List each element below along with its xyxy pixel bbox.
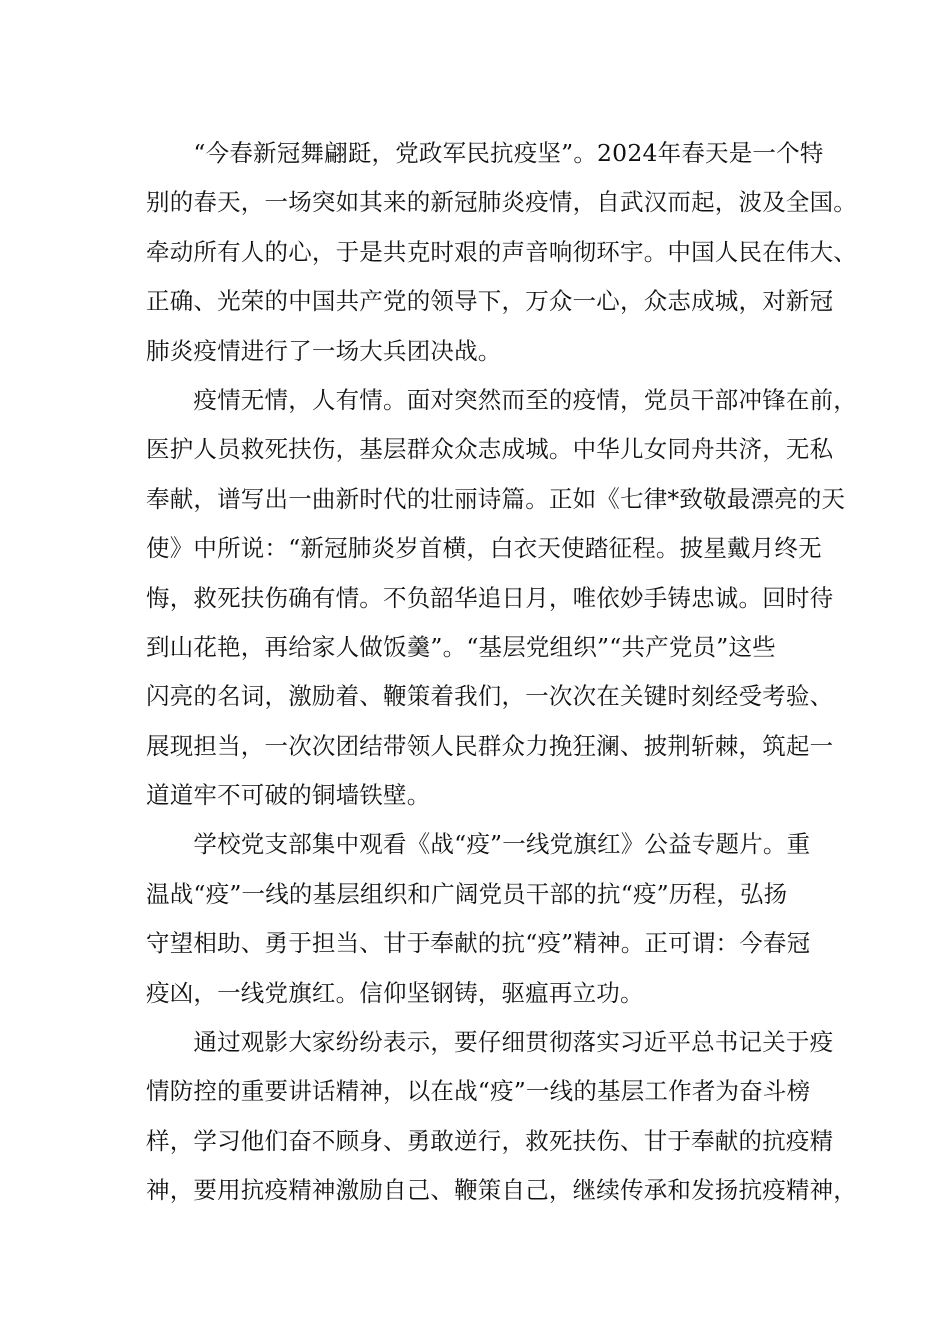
text-line: 使》中所说：“新冠肺炎岁首横，白衣天使踏征程。披星戴月终无 [146,534,822,563]
text-line: “今春新冠舞翩跹，党政军民抗疫坚”。2024年春天是一个特 [146,139,824,167]
text-line: 肺炎疫情进行了一场大兵团决战。 [146,336,502,365]
text-line: 样，学习他们奋不顾身、勇敢逆行，救死扶伤、甘于奉献的抗疫精 [146,1126,834,1155]
text-line: 到山花艳，再给家人做饭羹”。“基层党组织”“共产党员”这些 [146,632,776,661]
text-line: 正确、光荣的中国共产党的领导下，万众一心，众志成城，对新冠 [146,287,834,316]
text-line: 闪亮的名词，激励着、鞭策着我们，一次次在关键时刻经受考验、 [146,682,834,711]
text-line: 疫情无情，人有情。面对突然而至的疫情，党员干部冲锋在前， [146,385,857,414]
text-line: 悔，救死扶伤确有情。不负韶华追日月，唯依妙手铸忠诚。回时待 [146,583,834,612]
text-line: 情防控的重要讲话精神，以在战“疫”一线的基层工作者为奋斗榜 [146,1077,811,1106]
text-line: 通过观影大家纷纷表示，要仔细贯彻落实习近平总书记关于疫 [146,1028,834,1057]
text-line: 别的春天，一场突如其来的新冠肺炎疫情，自武汉而起，波及全国。 [146,188,857,217]
body-text [146,132,857,1219]
text-line: 展现担当，一次次团结带领人民群众力挽狂澜、披荆斩棘，筑起一 [146,731,834,760]
text-line: 温战“疫”一线的基层组织和广阔党员干部的抗“疫”历程，弘扬 [146,879,788,908]
text-line: 医护人员救死扶伤，基层群众众志成城。中华儿女同舟共济，无私 [146,435,834,464]
text-line: 奉献，谱写出一曲新时代的壮丽诗篇。正如《七律*致敬最漂亮的天 [146,484,846,513]
text-line: 学校党支部集中观看《战“疫”一线党旗红》公益专题片。重 [146,830,811,859]
text-line: 疫凶，一线党旗红。信仰坚钢铸，驱瘟再立功。 [146,978,644,1007]
text-line: 神，要用抗疫精神激励自己、鞭策自己，继续传承和发扬抗疫精神， [146,1176,857,1205]
text-line: 守望相助、勇于担当、甘于奉献的抗“疫”精神。正可谓：今春冠 [146,929,811,958]
text-line: 道道牢不可破的铜墙铁壁。 [146,781,431,810]
text-line: 牵动所有人的心，于是共克时艰的声音响彻环宇。中国人民在伟大、 [146,237,857,266]
